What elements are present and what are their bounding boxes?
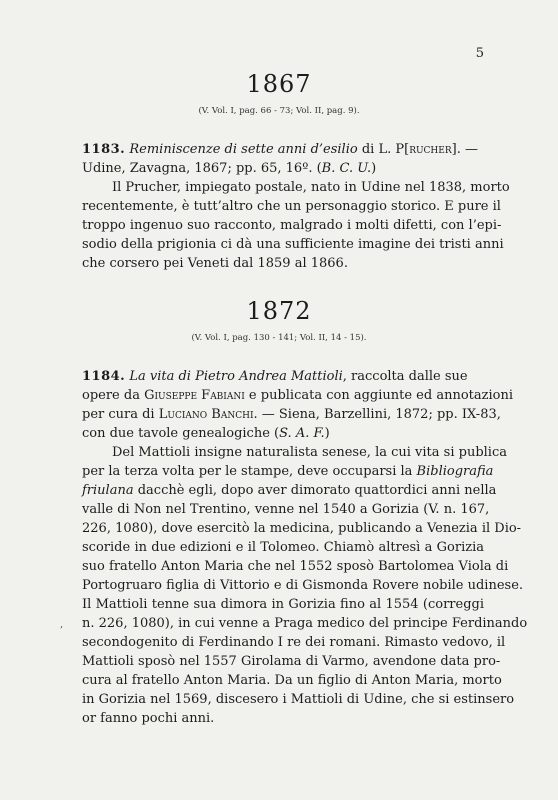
page-number: 5 bbox=[475, 46, 484, 61]
year-heading-1867: 1867 bbox=[246, 70, 312, 98]
paragraph-line: friulana dacchè egli, dopo aver dimorato quattordici anni nella bbox=[82, 483, 497, 498]
entry-number: 1183. bbox=[82, 142, 126, 157]
paragraph-line: Il Mattioli tenne sua dimora in Gorizia fino al 1554 (correggi bbox=[82, 597, 484, 612]
library-source: S. A. F. bbox=[279, 426, 325, 441]
paragraph-line: cura al fratello Anton Maria. Da un figlio di Anton Maria, morto bbox=[82, 673, 502, 688]
paragraph-line: scoride in due edizioni e il Tolomeo. Chiamò altresì a Gorizia bbox=[82, 540, 484, 555]
paragraph-line: or fanno pochi anni. bbox=[82, 711, 215, 726]
library-source: B. C. U. bbox=[321, 161, 372, 176]
paragraph-line: Mattioli sposò nel 1557 Girolama di Varmo, avendone data pro- bbox=[82, 654, 501, 669]
entry-1183-line-2: Udine, Zavagna, 1867; pp. 65, 16º. (B. C. U.) bbox=[82, 161, 377, 176]
paragraph-line: 226, 1080), dove esercitò la medicina, publicando a Venezia il Dio- bbox=[82, 521, 522, 536]
volume-reference-1867: (V. Vol. I, pag. 66 - 73; Vol. II, pag. 9). bbox=[198, 106, 360, 116]
paragraph-line: Il Prucher, impiegato postale, nato in Udine nel 1838, morto bbox=[112, 180, 510, 195]
entry-1183-line-1: 1183. Reminiscenze di sette anni d’esilio di L. P[rucher]. — bbox=[82, 142, 478, 157]
year-heading-1872: 1872 bbox=[246, 297, 312, 325]
margin-mark: , bbox=[60, 619, 64, 630]
entry-number: 1184. bbox=[82, 369, 126, 384]
entry-1184-line-3: per cura di Luciano Banchi. — Siena, Barzellini, 1872; pp. IX-83, bbox=[82, 407, 501, 422]
entry-1184-line-4: con due tavole genealogiche (S. A. F.) bbox=[82, 426, 330, 441]
entry-title: La vita di Pietro Andrea Mattioli bbox=[129, 369, 343, 384]
friulana-title: friulana bbox=[82, 483, 134, 498]
entry-author: rucher bbox=[409, 142, 452, 157]
entry-curator: Luciano Banchi bbox=[158, 407, 254, 422]
paragraph-line: Del Mattioli insigne naturalista senese, la cui vita si publica bbox=[112, 445, 507, 460]
paragraph-line: n. 226, 1080), in cui venne a Praga medico del principe Ferdinando bbox=[82, 616, 528, 631]
entry-1184-line-2: opere da Giuseppe Fabiani e publicata con aggiunte ed annotazioni bbox=[82, 388, 513, 403]
entry-1184-line-1: 1184. La vita di Pietro Andrea Mattioli, raccolta dalle sue bbox=[82, 369, 468, 384]
paragraph-line: secondogenito di Ferdinando I re dei romani. Rimasto vedovo, il bbox=[82, 635, 506, 650]
paragraph-line: suo fratello Anton Maria che nel 1552 sposò Bartolomea Viola di bbox=[82, 559, 509, 574]
bibliografia-title: Bibliografia bbox=[416, 464, 494, 479]
paragraph-line: valle di Non nel Trentino, venne nel 1540 a Gorizia (V. n. 167, bbox=[82, 502, 490, 517]
paragraph-line: in Gorizia nel 1569, discesero i Mattioli di Udine, che si estinsero bbox=[82, 692, 515, 707]
volume-reference-1872: (V. Vol. I, pag. 130 - 141; Vol. II, 14 - 15). bbox=[191, 333, 367, 343]
paragraph-line: Portogruaro figlia di Vittorio e di Gismonda Rovere nobile udinese. bbox=[82, 578, 524, 593]
paragraph-line: troppo ingenuo suo racconto, malgrado i molti difetti, con l’epi- bbox=[82, 218, 502, 233]
paragraph-line: recentemente, è tutt’altro che un personaggio storico. E pure il bbox=[82, 199, 501, 214]
paragraph-line: che corsero pei Veneti dal 1859 al 1866. bbox=[82, 256, 348, 271]
entry-title: Reminiscenze di sette anni d’esilio bbox=[129, 142, 358, 157]
entry-editor: Giuseppe Fabiani bbox=[144, 388, 245, 403]
paragraph-line: sodio della prigionia ci dà una sufficiente imagine dei tristi anni bbox=[82, 237, 504, 252]
paragraph-line: per la terza volta per le stampe, deve occuparsi la Bibliografia bbox=[82, 464, 494, 479]
